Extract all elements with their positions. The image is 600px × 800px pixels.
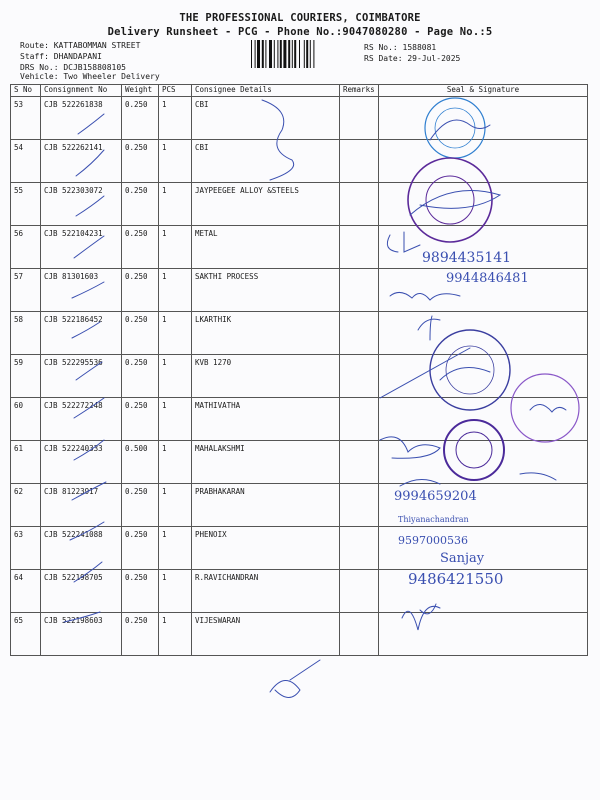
consignee-cell: METAL xyxy=(192,226,340,269)
col-consignment: Consignment No xyxy=(41,85,122,97)
pcs-cell: 1 xyxy=(159,183,192,226)
col-sno: S No xyxy=(11,85,41,97)
pcs-cell: 1 xyxy=(159,484,192,527)
consignee-cell: CBI xyxy=(192,140,340,183)
consignee-cell: LKARTHIK xyxy=(192,312,340,355)
col-pcs: PCS xyxy=(159,85,192,97)
weight-cell: 0.250 xyxy=(122,97,159,140)
route-info xyxy=(20,40,140,73)
weight-cell: 0.250 xyxy=(122,269,159,312)
table-row xyxy=(11,183,588,226)
pcs-cell: 1 xyxy=(159,613,192,656)
table-row xyxy=(11,226,588,269)
consignment-cell: CJB 522295536 xyxy=(41,355,122,398)
remarks-cell xyxy=(340,183,379,226)
pcs-cell: 1 xyxy=(159,527,192,570)
consignee-cell: PRABHAKARAN xyxy=(192,484,340,527)
signature-scribble xyxy=(270,660,320,698)
table-row xyxy=(11,527,588,570)
pcs-cell: 1 xyxy=(159,312,192,355)
table-row xyxy=(11,97,588,140)
seal-cell xyxy=(379,398,588,441)
remarks-cell xyxy=(340,398,379,441)
col-consignee: Consignee Details xyxy=(192,85,340,97)
handwritten-phone-56: 9894435141 xyxy=(422,250,512,266)
consignment-cell: CJB 522240333 xyxy=(41,441,122,484)
company-title: THE PROFESSIONAL COURIERS, COIMBATORE xyxy=(179,12,421,24)
weight-cell: 0.250 xyxy=(122,484,159,527)
remarks-cell xyxy=(340,226,379,269)
pcs-cell: 1 xyxy=(159,226,192,269)
table-header-row xyxy=(11,85,588,97)
weight-cell: 0.250 xyxy=(122,355,159,398)
remarks-cell xyxy=(340,355,379,398)
rs-info xyxy=(364,42,460,64)
consignment-cell: CJB 81223917 xyxy=(41,484,122,527)
weight-cell: 0.250 xyxy=(122,183,159,226)
consignee-cell: PHENOIX xyxy=(192,527,340,570)
handwritten-phone-62: 9994659204 xyxy=(394,489,477,504)
weight-cell: 0.250 xyxy=(122,527,159,570)
staff-line: Staff: DHANDAPANI xyxy=(20,52,102,61)
remarks-cell xyxy=(340,140,379,183)
sno-cell: 55 xyxy=(11,183,41,226)
pcs-cell: 1 xyxy=(159,441,192,484)
consignment-cell: CJB 522261838 xyxy=(41,97,122,140)
col-seal: Seal & Signature xyxy=(379,85,588,97)
weight-cell: 0.250 xyxy=(122,226,159,269)
pcs-cell: 1 xyxy=(159,570,192,613)
weight-cell: 0.250 xyxy=(122,613,159,656)
runsheet-table xyxy=(10,84,588,656)
consignee-cell: JAYPEEGEE ALLOY &STEELS xyxy=(192,183,340,226)
weight-cell: 0.500 xyxy=(122,441,159,484)
consignment-cell: CJB 522303072 xyxy=(41,183,122,226)
remarks-cell xyxy=(340,613,379,656)
seal-cell xyxy=(379,355,588,398)
weight-cell: 0.250 xyxy=(122,398,159,441)
sno-cell: 58 xyxy=(11,312,41,355)
table-row xyxy=(11,355,588,398)
seal-cell xyxy=(379,484,588,527)
barcode-icon xyxy=(250,40,354,68)
sno-cell: 63 xyxy=(11,527,41,570)
table-row xyxy=(11,441,588,484)
remarks-cell xyxy=(340,484,379,527)
table-row xyxy=(11,269,588,312)
seal-cell xyxy=(379,183,588,226)
rs-number: RS No.: 1588081 xyxy=(364,43,437,52)
seal-cell xyxy=(379,226,588,269)
weight-cell: 0.250 xyxy=(122,312,159,355)
pcs-cell: 1 xyxy=(159,97,192,140)
vehicle-line: Vehicle: Two Wheeler Delivery xyxy=(20,72,160,81)
seal-cell xyxy=(379,570,588,613)
runsheet-title: Delivery Runsheet - PCG - Phone No.:9047080280 - Page No.:5 xyxy=(107,26,493,38)
remarks-cell xyxy=(340,527,379,570)
handwritten-name-63: Thiyanachandran xyxy=(398,515,469,524)
consignment-cell: CJB 522241088 xyxy=(41,527,122,570)
consignment-cell: CJB 522272248 xyxy=(41,398,122,441)
weight-cell: 0.250 xyxy=(122,570,159,613)
consignee-cell: R.RAVICHANDRAN xyxy=(192,570,340,613)
seal-cell xyxy=(379,441,588,484)
col-weight: Weight xyxy=(122,85,159,97)
weight-cell: 0.250 xyxy=(122,140,159,183)
col-remarks: Remarks xyxy=(340,85,379,97)
sno-cell: 62 xyxy=(11,484,41,527)
sno-cell: 57 xyxy=(11,269,41,312)
sno-cell: 53 xyxy=(11,97,41,140)
consignment-cell: CJB 522198603 xyxy=(41,613,122,656)
consignee-cell: SAKTHI PROCESS xyxy=(192,269,340,312)
consignment-cell: CJB 522262141 xyxy=(41,140,122,183)
drs-line: DRS No.: DCJB158808105 xyxy=(20,63,126,72)
sno-cell: 64 xyxy=(11,570,41,613)
sno-cell: 59 xyxy=(11,355,41,398)
seal-cell xyxy=(379,97,588,140)
pcs-cell: 1 xyxy=(159,140,192,183)
rs-date: RS Date: 29-Jul-2025 xyxy=(364,54,461,63)
consignee-cell: MATHIVATHA xyxy=(192,398,340,441)
table-row xyxy=(11,570,588,613)
route-line: Route: KATTABOMMAN STREET xyxy=(20,41,141,50)
handwritten-phone-64: 9486421550 xyxy=(408,570,504,588)
handwritten-name-64: Sanjay xyxy=(440,551,485,566)
consignee-cell: CBI xyxy=(192,97,340,140)
consignment-cell: CJB 522198705 xyxy=(41,570,122,613)
handwritten-phone-63: 9597000536 xyxy=(398,534,468,547)
seal-cell xyxy=(379,613,588,656)
handwritten-phone-57: 9944846481 xyxy=(446,271,529,286)
consignment-cell: CJB 522186452 xyxy=(41,312,122,355)
seal-cell xyxy=(379,527,588,570)
remarks-cell xyxy=(340,269,379,312)
sno-cell: 56 xyxy=(11,226,41,269)
sno-cell: 60 xyxy=(11,398,41,441)
table-row xyxy=(11,484,588,527)
seal-cell xyxy=(379,140,588,183)
pcs-cell: 1 xyxy=(159,355,192,398)
remarks-cell xyxy=(340,570,379,613)
consignee-cell: MAHALAKSHMI xyxy=(192,441,340,484)
consignment-cell: CJB 522104231 xyxy=(41,226,122,269)
sno-cell: 54 xyxy=(11,140,41,183)
pcs-cell: 1 xyxy=(159,269,192,312)
table-row xyxy=(11,613,588,656)
remarks-cell xyxy=(340,441,379,484)
table-row xyxy=(11,312,588,355)
consignee-cell: VIJESWARAN xyxy=(192,613,340,656)
seal-cell xyxy=(379,269,588,312)
remarks-cell xyxy=(340,312,379,355)
sno-cell: 65 xyxy=(11,613,41,656)
pcs-cell: 1 xyxy=(159,398,192,441)
seal-cell xyxy=(379,312,588,355)
consignee-cell: KVB 1270 xyxy=(192,355,340,398)
table-row xyxy=(11,398,588,441)
consignment-cell: CJB 81301603 xyxy=(41,269,122,312)
sno-cell: 61 xyxy=(11,441,41,484)
remarks-cell xyxy=(340,97,379,140)
table-row xyxy=(11,140,588,183)
